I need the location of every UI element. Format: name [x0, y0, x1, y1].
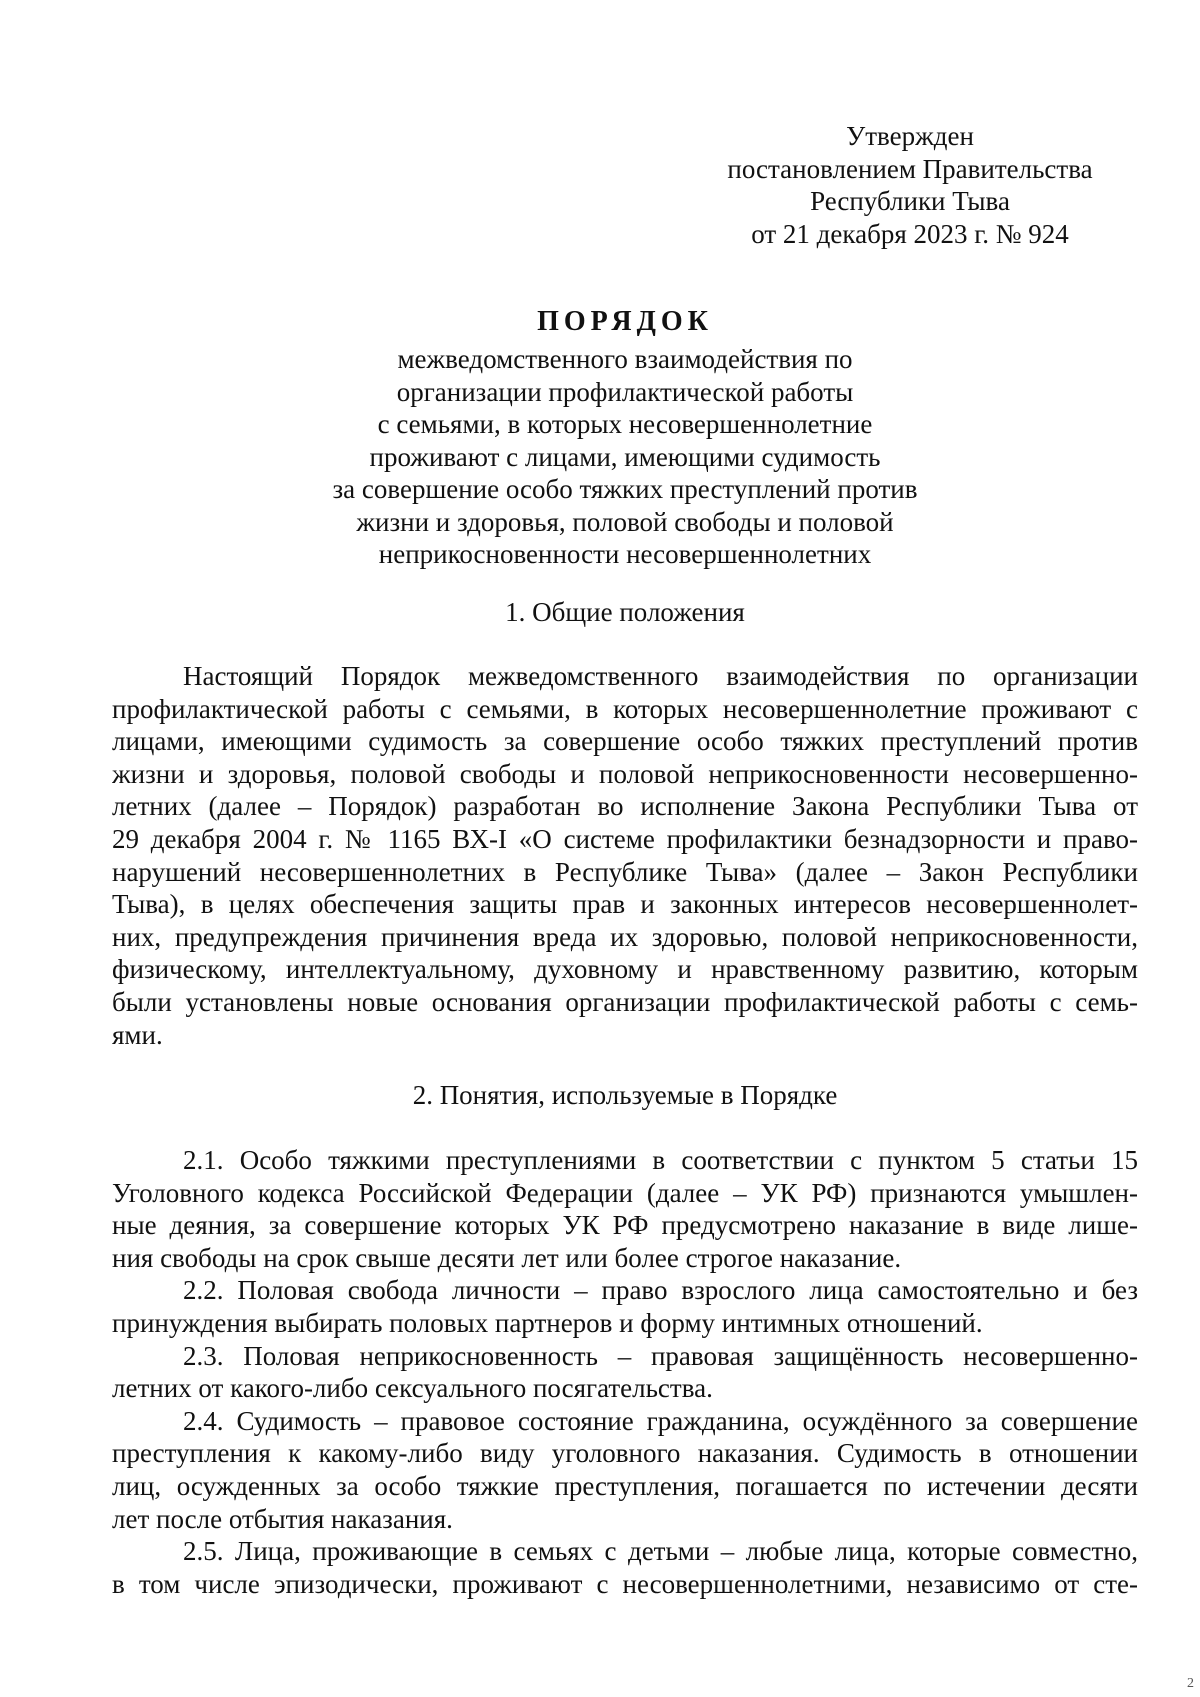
paragraph-line: 2.1. Особо тяжкими преступлениями в соответствии с пунктом 5 статьи 15 — [183, 1145, 1138, 1175]
paragraph-line: физическому, интеллектуальному, духовному и нравственному развитию, которым — [112, 954, 1138, 985]
subtitle-line: жизни и здоровья, половой свободы и половой — [356, 506, 894, 537]
document-title-block — [250, 305, 1000, 571]
approval-stamp — [700, 120, 1120, 250]
paragraph-line: Тыва), в целях обеспечения защиты прав и законных интересов несовершеннолет- — [112, 889, 1138, 920]
paragraph-line: 2.4. Судимость – правовое состояние гражданина, осуждённого за совершение — [183, 1405, 1138, 1436]
approval-line: Утвержден — [846, 121, 974, 151]
paragraph-line: них, предупреждения причинения вреда их здоровью, половой неприкосновенности, — [112, 921, 1138, 952]
subtitle-line: проживают с лицами, имеющими судимость — [369, 441, 881, 472]
subtitle-line: неприкосновенности несовершеннолетних — [378, 539, 872, 569]
paragraph-line: летних от какого-либо сексуального посягательства. — [112, 1373, 713, 1404]
approval-line: постановлением Правительства — [727, 153, 1093, 184]
subtitle-line: за совершение особо тяжких преступлений против — [332, 474, 918, 504]
definition-item — [112, 1340, 1138, 1405]
definition-item — [112, 1274, 1138, 1339]
subtitle-line: межведомственного взаимодействия по — [397, 344, 853, 374]
paragraph-line: Уголовного кодекса Российской Федерации (далее – УК РФ) признаются умышлен- — [112, 1177, 1138, 1208]
paragraph-line: были установлены новые основания организации профилактической работы с семь- — [112, 986, 1138, 1017]
document-subtitle — [250, 343, 1000, 571]
paragraph-line: лиц, осужденных за особо тяжкие преступления, погашается по истечении десяти — [112, 1470, 1138, 1501]
page-margin-mark: 2 — [1187, 1676, 1194, 1691]
paragraph-line: в том числе эпизодически, проживают с несовершеннолетними, независимо от сте- — [112, 1568, 1138, 1599]
section-1-heading: 1. Общие положения — [505, 597, 745, 627]
paragraph-line: ния свободы на срок свыше десяти лет или более строгое наказание. — [112, 1242, 902, 1273]
paragraph-line: Настоящий Порядок межведомственного взаимодействия по организации — [183, 661, 1138, 691]
approval-line: Республики Тыва — [810, 186, 1010, 216]
paragraph-line: нарушений несовершеннолетних в Республике Тыва» (далее – Закон Республики — [112, 856, 1138, 887]
paragraph-line: ные деяния, за совершение которых УК РФ предусмотрено наказание в виде лише- — [112, 1210, 1138, 1241]
subtitle-line: организации профилактической работы — [396, 376, 854, 407]
paragraph-line: лет после отбытия наказания. — [112, 1503, 453, 1534]
definition-item — [112, 1535, 1138, 1600]
paragraph-line: жизни и здоровья, половой свободы и половой неприкосновенности несовершенно- — [112, 758, 1138, 789]
paragraph-line: 29 декабря 2004 г. № 1165 ВХ-I «О системе профилактики безнадзорности и право- — [112, 823, 1138, 854]
section-2-body — [112, 1144, 1138, 1600]
subtitle-line: с семьями, в которых несовершеннолетние — [377, 409, 873, 439]
paragraph-line: летних (далее – Порядок) разработан во исполнение Закона Республики Тыва от — [112, 791, 1138, 822]
paragraph-line: профилактической работы с семьями, в которых несовершеннолетние проживают с — [112, 693, 1138, 724]
paragraph-line: преступления к какому-либо виду уголовного наказания. Судимость в отношении — [112, 1438, 1138, 1469]
document-title: ПОРЯДОК — [537, 306, 713, 337]
paragraph-line: принуждения выбирать половых партнеров и форму интимных отношений. — [112, 1307, 983, 1338]
paragraph-line: ями. — [112, 1019, 163, 1050]
section-1-paragraph — [112, 660, 1138, 1051]
paragraph-line: 2.3. Половая неприкосновенность – правовая защищённость несовершенно- — [183, 1340, 1138, 1371]
definition-item — [112, 1144, 1138, 1274]
paragraph-line: 2.5. Лица, проживающие в семьях с детьми – любые лица, которые совместно, — [183, 1536, 1138, 1567]
section-2-heading: 2. Понятия, используемые в Порядке — [412, 1080, 838, 1110]
definition-item — [112, 1405, 1138, 1535]
paragraph-line: лицами, имеющими судимость за совершение особо тяжких преступлений против — [112, 726, 1138, 757]
approval-line: от 21 декабря 2023 г. № 924 — [751, 218, 1069, 249]
paragraph-line: 2.2. Половая свобода личности – право взрослого лица самостоятельно и без — [183, 1275, 1138, 1306]
